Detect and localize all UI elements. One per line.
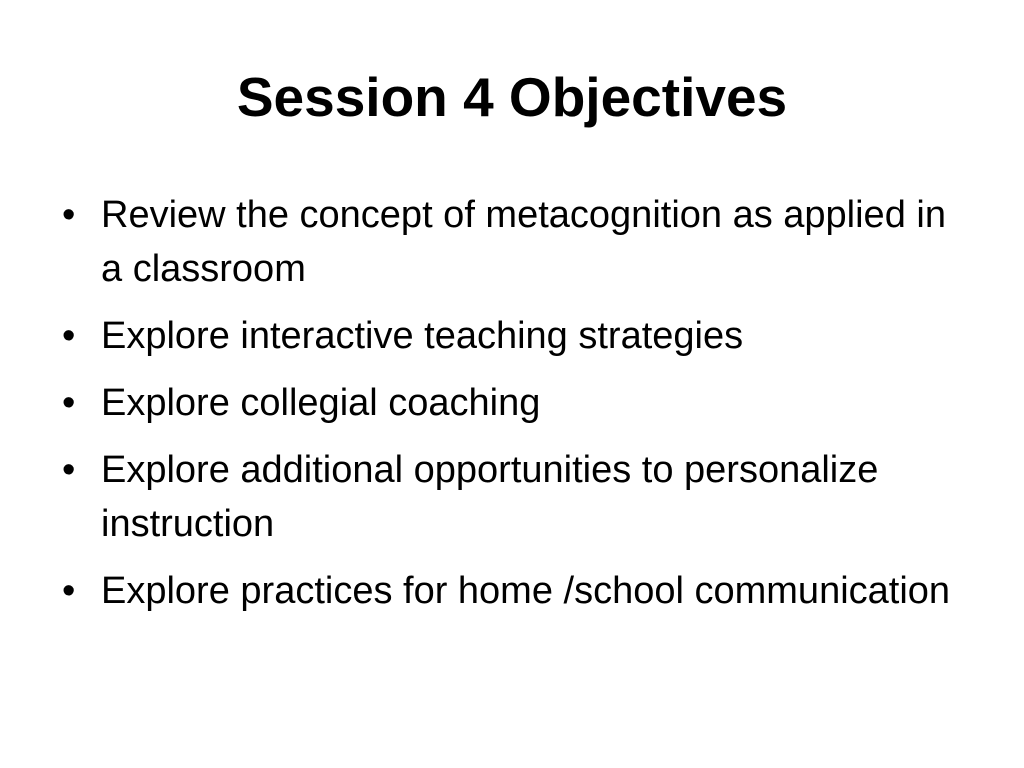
bullet-text: Review the concept of metacognition as applied in a classroom [101, 194, 946, 290]
bullet-icon: • [62, 194, 76, 236]
slide-title: Session 4 Objectives [236, 66, 788, 128]
list-item [57, 376, 957, 430]
bullet-text: Explore collegial coaching [101, 382, 541, 424]
list-item [57, 188, 957, 296]
bullet-icon: • [62, 315, 76, 357]
bullet-icon: • [62, 449, 76, 491]
list-item [57, 309, 957, 363]
objectives-list [57, 188, 957, 631]
list-item [57, 564, 957, 618]
bullet-icon: • [62, 382, 76, 424]
bullet-text: Explore additional opportunities to personalize instruction [101, 449, 879, 545]
bullet-text: Explore interactive teaching strategies [101, 315, 744, 357]
bullet-text: Explore practices for home /school communication [101, 570, 951, 612]
list-item [57, 443, 957, 551]
bullet-icon: • [62, 570, 76, 612]
